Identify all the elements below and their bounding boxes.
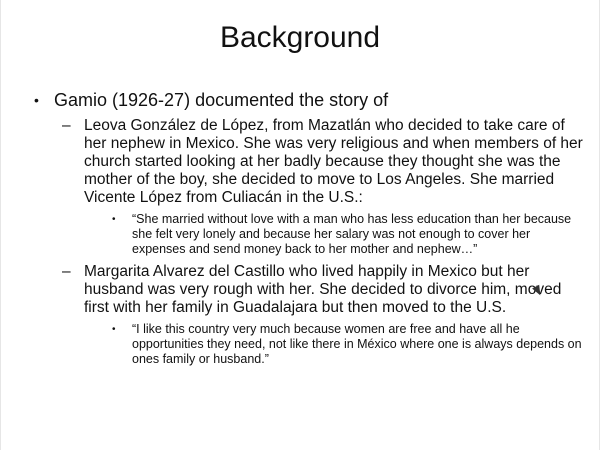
bullet-icon: • — [34, 92, 39, 108]
bullet-icon: • — [112, 214, 116, 225]
subitem-text: Margarita Alvarez del Castillo who lived happily in Mexico but her husband was very rough with her. She decided to divorce him, moved first with her family in Guadalajara but then moved to the U.S. — [84, 263, 562, 316]
quote-text: “I like this country very much because women are free and have all he opportunities they need, not like there in México where one is always depends on ones family or husband.” — [132, 322, 582, 366]
subitem-margarita — [62, 263, 590, 317]
dash-icon: – — [62, 117, 71, 134]
slide-content — [34, 90, 590, 367]
subitem-text: Leova González de López, from Mazatlán who decided to take care of her nephew in Mexico. She was very religious and when members of her church started looking at her badly because they thought she was the mother of the boy, she decided to move to Los Angeles. She married Vicente López from Culiacán in the U.S.: — [84, 117, 583, 206]
bullet-gamio — [34, 90, 590, 111]
bullet-icon: • — [112, 324, 116, 335]
slide-title: Background — [219, 21, 381, 54]
quote-leova — [112, 212, 582, 257]
slide-left-edge — [0, 0, 1, 450]
quote-margarita — [112, 322, 582, 367]
bullet-text: Gamio (1926-27) documented the story of — [54, 90, 389, 110]
subitem-leova — [62, 117, 590, 207]
quote-text: “She married without love with a man who has less education than her because she felt very lonely and because her salary was not enough to cover her expenses and send money back to her mother and nephew…” — [132, 212, 572, 256]
dash-icon: – — [62, 263, 71, 280]
